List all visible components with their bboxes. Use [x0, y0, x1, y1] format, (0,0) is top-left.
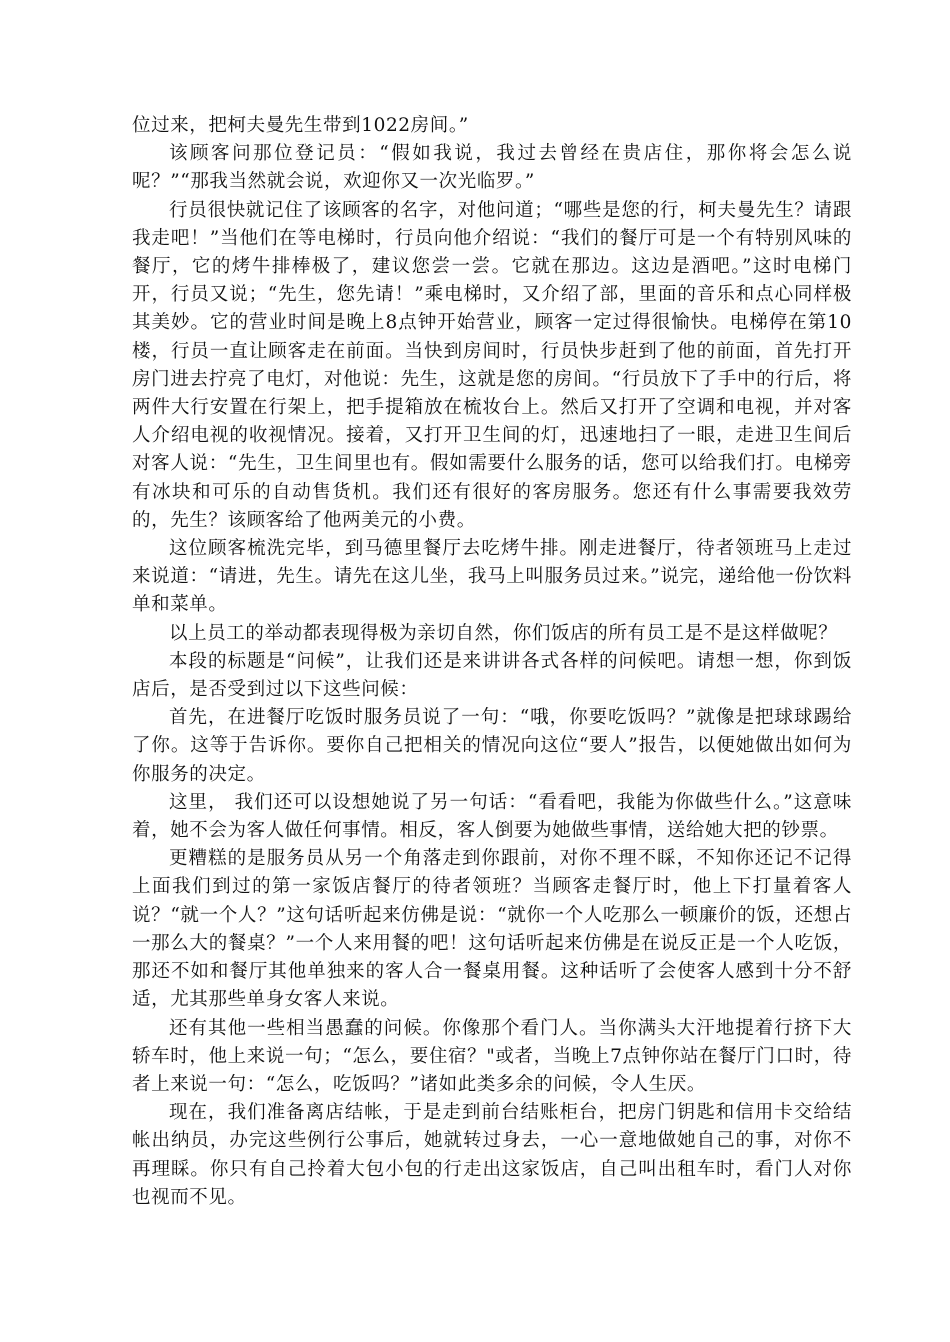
- paragraph: 这位顾客梳洗完毕，到马德里餐厅去吃烤牛排。刚走进餐厅，待者领班马上走过来说道：“请进，先生。请先在这儿坐，我马上叫服务员过来。”说完，递给他一份饮料单和菜单。: [132, 538, 852, 616]
- paragraph-continuation: 位过来，把柯夫曼先生带到1022房间。”: [132, 115, 469, 136]
- paragraph: 以上员工的举动都表现得极为亲切自然，你们饭店的所有员工是不是这样做呢？: [169, 622, 838, 644]
- paragraph: 本段的标题是“问候”，让我们还是来讲讲各式各样的问候吧。请想一想，你到饭店后，是否受到过以下这些问候：: [132, 650, 852, 701]
- paragraph: 这里， 我们还可以设想她说了另一句话：“看看吧，我能为你做些什么。”这意味着，她不会为客人做任何事情。相反，客人倒要为她做些事情，送给她大把的钞票。: [132, 791, 852, 842]
- paragraph: 还有其他一些相当愚蠢的问候。你像那个看门人。当你满头大汗地提着行挤下大轿车时，他上来说一句；“怎么，要住宿？"或者，当晚上7点钟你站在餐厅门口时，待者上来说一句：“怎么，吃饭吗？”诸如此类多余的问候，令人生厌。: [132, 1017, 852, 1095]
- paragraph: 现在，我们准备离店结帐，于是走到前台结账柜台，把房门钥匙和信用卡交给结帐出纳员，办完这些例行公事后，她就转过身去，一心一意地做她自己的事，对你不再理睬。你只有自己拎着大包小包的行走出这家饭店，自己叫出租车时，看门人对你也视而不见。: [132, 1102, 852, 1208]
- document-body: [132, 112, 852, 1212]
- paragraph: 首先，在进餐厅吃饭时服务员说了一句：“哦，你要吃饭吗？”就像是把球球踢给了你。这等于告诉你。要你自己把相关的情况向这位“要人”报告，以便她做出如何为你服务的决定。: [132, 707, 852, 785]
- paragraph: 更糟糕的是服务员从另一个角落走到你跟前，对你不理不睬，不知你还记不记得上面我们到过的第一家饭店餐厅的待者领班？当顾客走餐厅时，他上下打量着客人说？“就一个人？”这句话听起来仿佛是说：“就你一个人吃那么一顿廉价的饭，还想占一那么大的餐桌？”一个人来用餐的吧！这句话听起来仿佛是在说反正是一个人吃饭，那还不如和餐厅其他单独来的客人合一餐桌用餐。这种话听了会使客人感到十分不舒适，尤其那些单身女客人来说。: [132, 848, 852, 1011]
- paragraph: 该顾客问那位登记员：“假如我说，我过去曾经在贵店住，那你将会怎么说呢？”“那我当然就会说，欢迎你又一次光临罗。”: [132, 143, 852, 193]
- paragraph: 行员很快就记住了该顾客的名字，对他问道；“哪些是您的行，柯夫曼先生？请跟我走吧！”当他们在等电梯时，行员向他介绍说：“我们的餐厅可是一个有特别风味的餐厅，它的烤牛排棒极了，建议您尝一尝。它就在那边。这边是酒吧。”这时电梯门开，行员又说；“先生，您先请！”乘电梯时，又介绍了部，里面的音乐和点心同样极其美妙。它的营业时间是晚上8点钟开始营业，顾客一定过得很愉快。电梯停在第10楼，行员一直让顾客走在前面。当快到房间时，行员快步赶到了他的前面，首先打开房门进去拧亮了电灯，对他说：先生，这就是您的房间。“行员放下了手中的行后，将两件大行安置在行架上，把手提箱放在梳妆台上。然后又打开了空调和电视，并对客人介绍电视的收视情况。接着，又打开卫生间的灯，迅速地扫了一眼，走进卫生间后对客人说：“先生，卫生间里也有。假如需要什么服务的话，您可以给我们打。电梯旁有冰块和可乐的自动售货机。我们还有很好的客房服务。您还有什么事需要我效劳的，先生？该顾客给了他两美元的小费。: [132, 199, 852, 531]
